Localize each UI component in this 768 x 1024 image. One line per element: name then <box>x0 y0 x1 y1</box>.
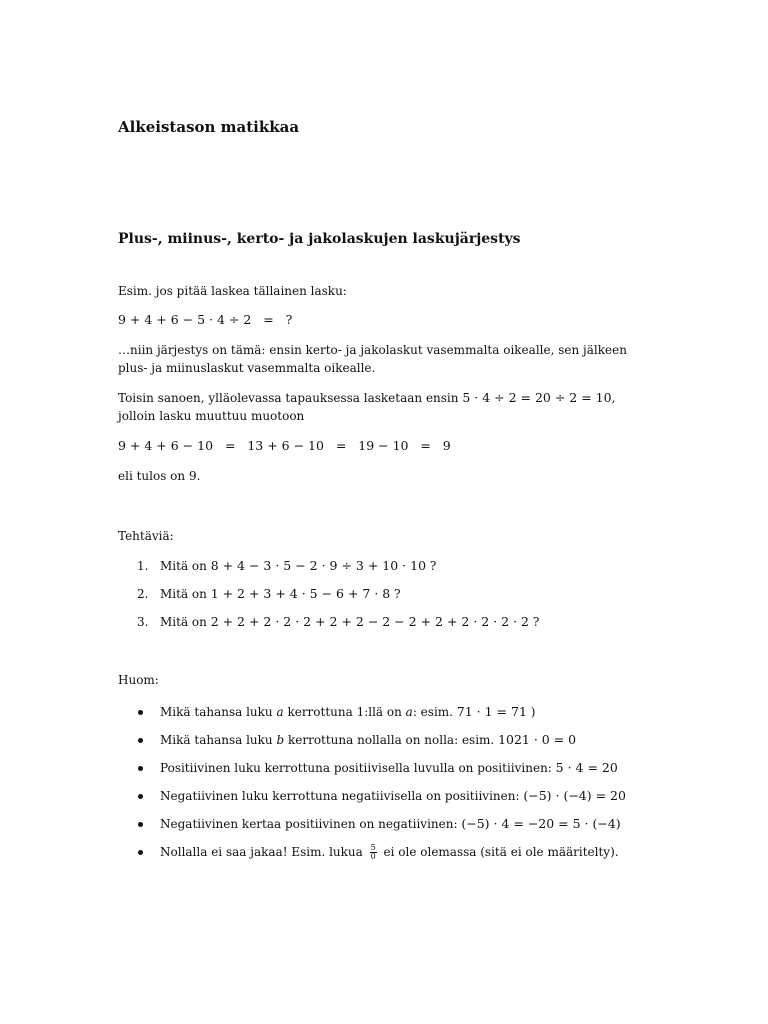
note-item <box>118 731 626 759</box>
note-text: Nollalla ei saa jakaa! Esim. lukua <box>160 845 367 859</box>
note-text: Mikä tahansa luku <box>160 733 277 747</box>
note-variable: a <box>276 705 284 719</box>
fraction-numerator: 5 <box>370 843 376 852</box>
section-heading: Plus-, miinus-, kerto- ja jakolaskujen laskujärjestys <box>118 231 521 247</box>
tasks-list <box>118 557 539 641</box>
task-expression: 8 + 4 − 3 · 5 − 2 · 9 ÷ 3 + 10 · 10 <box>210 558 427 573</box>
task-item <box>118 585 539 613</box>
task-number: 3. <box>137 615 149 629</box>
note-text: ei ole olemassa (sitä ei ole määritelty). <box>379 845 619 859</box>
note-math: 5 · 4 = 20 <box>555 760 618 775</box>
note-math: (−5) · (−4) = 20 <box>523 788 626 803</box>
note-item <box>118 787 626 815</box>
note-text: Positiivinen luku kerrottuna positiivisella luvulla on positiivinen: <box>160 761 556 775</box>
bullet-icon <box>138 710 143 715</box>
note-variable: b <box>276 733 285 747</box>
note-text: ) <box>526 705 536 719</box>
note-item <box>118 843 626 871</box>
other-words-paragraph <box>118 389 648 425</box>
note-text: : esim. <box>412 705 457 719</box>
note-label: Huom: <box>118 673 159 687</box>
task-number: 1. <box>137 559 149 573</box>
task-prefix: Mitä on <box>160 559 211 573</box>
result-expression: 9 + 4 + 6 − 10 = 13 + 6 − 10 = 19 − 10 = 9 <box>118 438 451 453</box>
task-expression: 1 + 2 + 3 + 4 · 5 − 6 + 7 · 8 <box>210 586 391 601</box>
task-expression: 2 + 2 + 2 · 2 · 2 + 2 + 2 − 2 − 2 + 2 + 2 · 2 · 2 · 2 <box>210 614 529 629</box>
example-expression: 9 + 4 + 6 − 5 · 4 ÷ 2 = ? <box>118 312 293 327</box>
bullet-icon <box>138 794 143 799</box>
note-item <box>118 759 626 787</box>
other-words-text: Toisin sanoen, ylläolevassa tapauksessa lasketaan ensin <box>118 391 463 405</box>
task-prefix: Mitä on <box>160 615 211 629</box>
note-math: 71 · 1 = 71 <box>456 704 527 719</box>
bullet-icon <box>138 822 143 827</box>
other-words-math: 5 · 4 ÷ 2 = 20 ÷ 2 = 10 <box>462 390 612 405</box>
task-suffix: ? <box>529 615 540 629</box>
note-text: kerrottuna 1:llä on <box>283 705 406 719</box>
note-text: kerrottuna nollalla on nolla: esim. <box>284 733 499 747</box>
bullet-icon <box>138 766 143 771</box>
task-suffix: ? <box>390 587 401 601</box>
note-variable: a <box>405 705 413 719</box>
note-math: (−5) · 4 = −20 = 5 · (−4) <box>461 816 621 831</box>
note-item <box>118 815 626 843</box>
note-text: Mikä tahansa luku <box>160 705 277 719</box>
task-prefix: Mitä on <box>160 587 211 601</box>
note-item <box>118 703 626 731</box>
notes-list <box>118 703 626 871</box>
note-math: 1021 · 0 = 0 <box>498 732 577 747</box>
note-text: Negatiivinen kertaa positiivinen on negatiivinen: <box>160 817 462 831</box>
task-suffix: ? <box>426 559 437 573</box>
page-title: Alkeistason matikkaa <box>118 118 300 136</box>
result-paragraph: eli tulos on 9. <box>118 469 201 483</box>
bullet-icon <box>138 738 143 743</box>
note-text: Negatiivinen luku kerrottuna negatiivisella on positiivinen: <box>160 789 524 803</box>
intro-paragraph: Esim. jos pitää laskea tällainen lasku: <box>118 284 347 298</box>
fraction-denominator: 0 <box>370 852 376 861</box>
task-number: 2. <box>137 587 149 601</box>
bullet-icon <box>138 850 143 855</box>
task-item <box>118 613 539 641</box>
order-paragraph: …niin järjestys on tämä: ensin kerto- ja jakolaskut vasemmalta oikealle, sen jälkeen plus- ja miinuslaskut vasemmalta oikealle. <box>118 343 627 375</box>
tasks-label: Tehtäviä: <box>118 529 174 543</box>
fraction <box>370 844 377 861</box>
other-words-text-end: , jolloin lasku muuttuu muotoon <box>118 391 616 423</box>
task-item <box>118 557 539 585</box>
